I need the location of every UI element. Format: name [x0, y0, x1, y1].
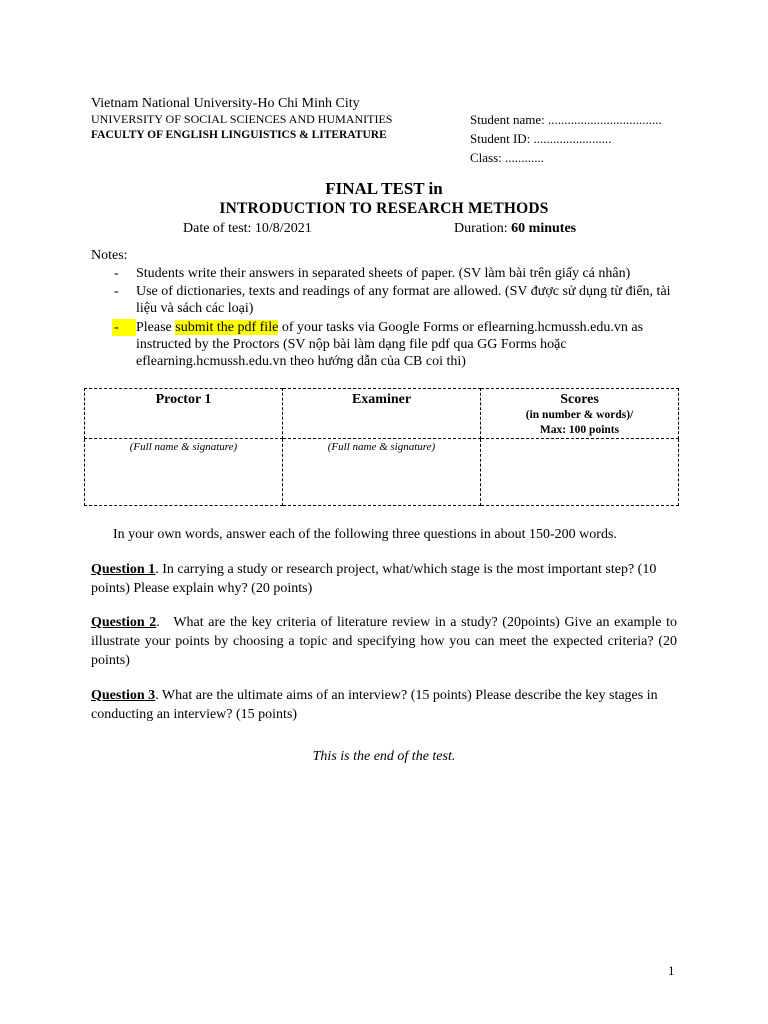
- scores-header: Scores: [560, 392, 599, 407]
- examiner-header: Examiner: [351, 392, 412, 407]
- scores-header-cell: [481, 389, 679, 439]
- note-text-1: Students write their answers in separated sheets of paper. (SV làm bài trên giấy cá nhân): [136, 266, 631, 281]
- faculty-name: FACULTY OF ENGLISH LINGUISTICS & LITERATURE: [91, 129, 387, 141]
- examiner-signature-hint: (Full name & signature): [327, 441, 436, 453]
- proctor-header: Proctor 1: [155, 392, 212, 407]
- page-number: 1: [668, 963, 675, 978]
- note-text-3-pre: Please: [136, 320, 176, 335]
- question-1: [91, 560, 677, 598]
- note-text-2: Use of dictionaries, texts and readings of any format are allowed. (SV được sử dụng từ điển, tài liệu và sách các loại): [136, 284, 671, 316]
- question-1-label: Question 1: [91, 562, 156, 577]
- examiner-header-cell: [283, 389, 481, 439]
- note-bullet: -: [114, 266, 119, 281]
- question-2: [91, 613, 681, 670]
- scores-subheader-1: (in number & words)/: [525, 409, 634, 421]
- school-name: UNIVERSITY OF SOCIAL SCIENCES AND HUMANITIES: [91, 112, 393, 126]
- university-name: Vietnam National University-Ho Chi Minh City: [91, 96, 360, 111]
- question-1-text: . In carrying a study or research project, what/which stage is the most important step? (10 points) Please explain why? (20 points): [91, 562, 657, 596]
- question-3-label: Question 3: [91, 688, 156, 703]
- note-bullet-highlighted: -: [112, 319, 136, 336]
- question-2-text: . What are the key criteria of literature review in a study? (20points) Give an example to illustrate your points by choosing a topic and specifying how you can meet the expected criteria? (20 points): [91, 615, 681, 668]
- note-bullet: -: [114, 284, 119, 299]
- scores-subheader-2: Max: 100 points: [539, 424, 620, 436]
- duration-label: Duration:: [454, 221, 512, 236]
- student-name-field: Student name: ...................................: [470, 112, 662, 127]
- class-field: Class: ............: [470, 150, 545, 165]
- note-text-3-post: of your tasks via Google Forms or eflearning.hcmussh.edu.vn as instructed by the Proctors (SV nộp bài làm dạng file pdf qua GG Forms hoặc eflearning.hcmussh.edu.vn theo hướng dẫn của CB coi thi): [136, 320, 644, 369]
- end-of-test-note: This is the end of the test.: [312, 749, 456, 764]
- test-date: Date of test: 10/8/2021: [183, 221, 312, 236]
- instructions: In your own words, answer each of the following three questions in about 150-200 words.: [113, 527, 617, 542]
- student-id-field: Student ID: ........................: [470, 131, 612, 146]
- notes-label: Notes:: [91, 248, 128, 263]
- highlighted-instruction: submit the pdf file: [175, 320, 279, 335]
- question-2-label: Question 2: [91, 615, 157, 630]
- test-title: FINAL TEST in: [325, 179, 443, 198]
- proctor-signature-cell: [85, 439, 283, 506]
- note-text-3: [136, 319, 671, 370]
- examiner-signature-cell: [283, 439, 481, 506]
- duration-value: 60 minutes: [511, 221, 577, 236]
- student-info: [470, 110, 662, 167]
- proctor-header-cell: [85, 389, 283, 439]
- test-duration: [454, 221, 576, 237]
- score-cell: [481, 439, 679, 506]
- proctor-signature-hint: (Full name & signature): [129, 441, 238, 453]
- course-title: INTRODUCTION TO RESEARCH METHODS: [219, 200, 549, 217]
- signature-table: [84, 388, 679, 506]
- institution-header: [91, 95, 392, 142]
- question-3-text: . What are the ultimate aims of an interview? (15 points) Please describe the key stages in conducting an interview? (15 points): [91, 688, 658, 722]
- question-3: [91, 686, 677, 724]
